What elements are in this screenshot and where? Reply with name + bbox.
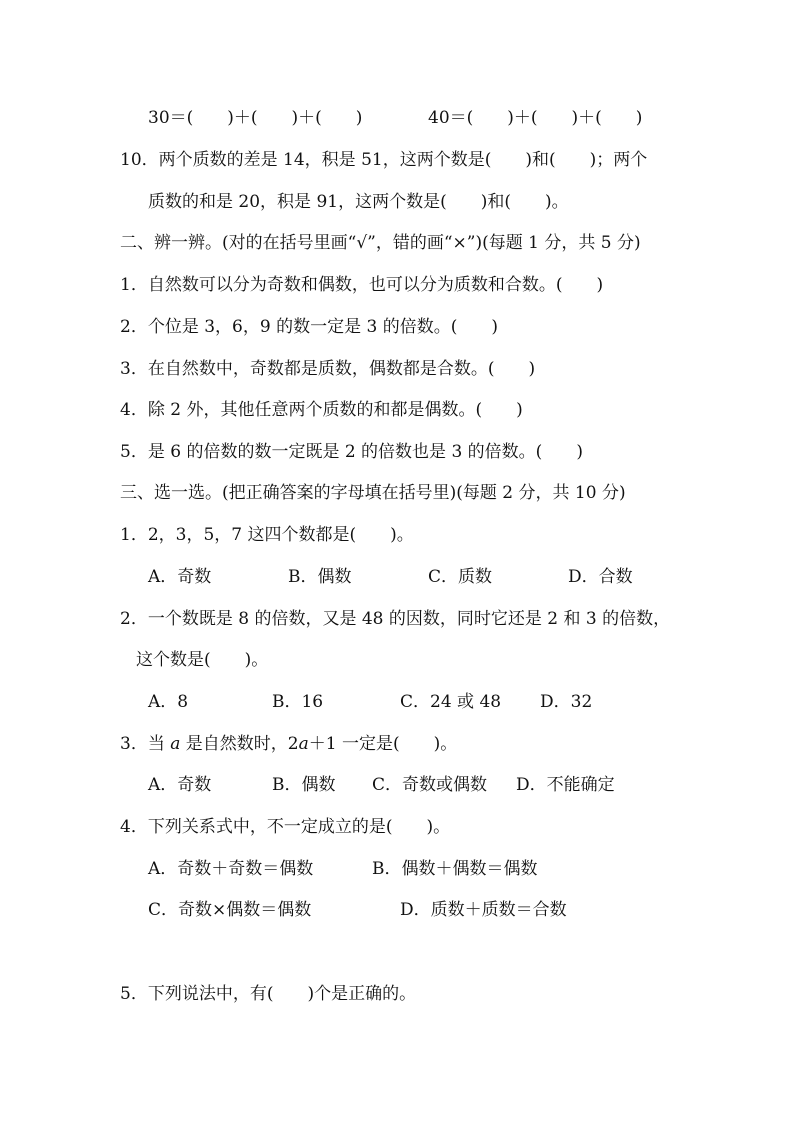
q4-option-b: B．偶数＋偶数＝偶数 <box>372 859 538 879</box>
variable-a: a <box>170 734 181 754</box>
q1-option-d: D．合数 <box>568 567 633 587</box>
q1-option-b: B．偶数 <box>288 567 352 587</box>
question-10-line2: 质数的和是 20，积是 91，这两个数是( )和( )。 <box>148 192 569 212</box>
equation-30: 30＝( )＋( )＋( ) <box>148 108 363 128</box>
q2-option-a: A．8 <box>148 692 189 712</box>
q2-option-c: C．24 或 48 <box>400 692 502 712</box>
judge-item-4: 4．除 2 外，其他任意两个质数的和都是偶数。( ) <box>120 400 523 420</box>
q3-option-a: A．奇数 <box>148 775 212 795</box>
q3-option-b: B．偶数 <box>272 775 336 795</box>
equation-40: 40＝( )＋( )＋( ) <box>428 108 643 128</box>
choice-question-3: 3．当 a 是自然数时，2a＋1 一定是( )。 <box>120 734 458 754</box>
q2-option-b: B．16 <box>272 692 324 712</box>
judge-item-1: 1．自然数可以分为奇数和偶数，也可以分为质数和合数。( ) <box>120 275 604 295</box>
question-10-line1: 10．两个质数的差是 14，积是 51，这两个数是( )和( )；两个 <box>120 150 648 170</box>
choice-question-4: 4．下列关系式中，不一定成立的是( )。 <box>120 817 451 837</box>
q1-option-a: A．奇数 <box>148 567 212 587</box>
judge-item-3: 3．在自然数中，奇数都是质数，偶数都是合数。( ) <box>120 359 536 379</box>
q3-option-d: D．不能确定 <box>516 775 615 795</box>
q4-option-a: A．奇数＋奇数＝偶数 <box>148 859 314 879</box>
section-2-heading: 二、辨一辨。(对的在括号里画“√”，错的画“×”)(每题 1 分，共 5 分) <box>120 233 641 253</box>
q4-option-d: D．质数＋质数＝合数 <box>400 900 567 920</box>
q4-option-c: C．奇数×偶数＝偶数 <box>148 900 312 920</box>
q3-option-c: C．奇数或偶数 <box>372 775 488 795</box>
judge-item-2: 2．个位是 3，6，9 的数一定是 3 的倍数。( ) <box>120 317 498 337</box>
variable-a: a <box>298 734 309 754</box>
choice-question-2-line2: 这个数是( )。 <box>136 650 269 670</box>
q1-option-c: C．质数 <box>428 567 493 587</box>
choice-question-1: 1．2，3，5，7 这四个数都是( )。 <box>120 525 414 545</box>
choice-question-2-line1: 2．一个数既是 8 的倍数，又是 48 的因数，同时它还是 2 和 3 的倍数， <box>120 609 671 629</box>
judge-item-5: 5．是 6 的倍数的数一定既是 2 的倍数也是 3 的倍数。( ) <box>120 442 583 462</box>
choice-question-5: 5．下列说法中，有( )个是正确的。 <box>120 984 417 1004</box>
section-3-heading: 三、选一选。(把正确答案的字母填在括号里)(每题 2 分，共 10 分) <box>120 483 626 503</box>
q2-option-d: D．32 <box>540 692 593 712</box>
